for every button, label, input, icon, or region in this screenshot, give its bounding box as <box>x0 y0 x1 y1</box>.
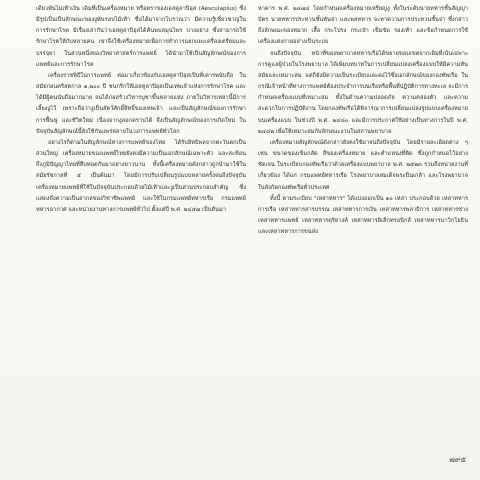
paragraph: เครื่องราชพิธีในการแพทย์ ต่อมาเกี่ยวข้องกับเอสคูลาปิอุสเป็นที่เคารพนับถือ ในสมัยก่อนคริสตกาล ๑,๒๐๐ ปี ชนกรีกให้เอสคูลาปิอุสเป็นเทพเจ้าแห่งการรักษาโรค และได้มีผู้คนนับถือมากมาย จนได้ก่อสร้างวิหารบูชาขึ้นหลายแห่ง ภายในวิหารเหล่านี้มีการเลี้ยงงูไว้ เพราะถือว่างูเป็นสัตว์ศักดิ์สิทธิ์ของเทพเจ้า และเป็นสัญลักษณ์ของการรักษา การฟื้นฟู และชีวิตใหม่ เนื่องจากงูลอกคราบได้ จึงเป็นสัญลักษณ์ของการเกิดใหม่ ในปัจจุบันสัญลักษณ์นี้ยังใช้กันแพร่หลายในวงการแพทย์ทั่วโลก <box>36 72 246 135</box>
paragraph: จนถึงปัจจุบัน หน้าที่ของพยาบาลทหารเรือได้ขยายขอบเขตจากเดิมที่เน้นเฉพาะการดูแลผู้ป่วยในโรงพยาบาล ได้เพิ่มบทบาทในการเปลี่ยนแปลงเครื่องแบบให้มีความทันสมัยและเหมาะสม แต่ก็ยังมีความเป็นระเบียบและคงไว้ซึ่งเอกลักษณ์ของกองทัพเรือ ในกรณีเจ้าหน้าที่ทางการแพทย์ต้องประจำการบนเรือหรือพื้นที่ปฏิบัติการทางทะเล จะมีการกำหนดเครื่องแบบที่เหมาะสม ทั้งในด้านความปลอดภัย ความคล่องตัว และความสะดวกในการปฏิบัติงาน โดยกองทัพเรือได้พิจารณาการเปลี่ยนแปลงรูปแบบเครื่องหมายบนเครื่องแบบ ในช่วงปี พ.ศ. ๒๔๘๐ และมีการประกาศใช้อย่างเป็นทางการในปี พ.ศ. ๒๔๘๒ เพื่อให้เหมาะสมกับลักษณะงานในสถานพยาบาล <box>258 50 468 135</box>
left-text-column <box>36 4 246 216</box>
paragraph: ทั้งนี้ ตามระเบียบ "เหล่าทหาร" ได้แบ่งออกเป็น ๑๐ เหล่า ประกอบด้วย เหล่าทหารการเรือ เหล่าทหารสารบรรณ เหล่าทหารการเงิน เหล่าทหารพลาธิการ เหล่าทหารช่าง เหล่าทหารแพทย์ เหล่าทหารดุริยางค์ เหล่าทหารอิเล็กทรอนิกส์ เหล่าทหารนาวิกโยธิน และเหล่าทหารการขนส่ง <box>258 195 468 236</box>
page-number: ๗๙๕ <box>449 455 466 464</box>
paragraph: เครื่องหมายสัญลักษณ์ดังกล่าวยังคงใช้มาจนถึงปัจจุบัน โดยมีรายละเอียดต่าง ๆ เช่น ขนาดของเข็มกลัด สีของเครื่องหมาย และตำแหน่งที่ติด ซึ่งถูกกำหนดไว้อย่างชัดเจน ในระเบียบกองทัพเรือว่าด้วยเครื่องแบบพยาบาล พ.ศ. ๒๕๒๓ รวมถึงหน่วยงานที่เกี่ยวข้อง ได้แก่ กรมแพทย์ทหารเรือ โรงพยาบาลสมเด็จพระปิ่นเกล้า และโรงพยาบาลในสังกัดกองทัพเรือทั่วประเทศ <box>258 139 468 191</box>
paragraph: เดียวพันไม่เท้าเงิน เดิมที่เป็นเครื่องหมาย หรือตราของเอสคูลาปิอุส (Aesculapius) ซึ่งมีรูปเป็นเป็นลักษณะของงูพันรอบไม้เท้า ชื่อได้มาจากโบราณว่า มีความรู้เชี่ยวชาญในการรักษาโรค มีเรื่องเล่ากันว่าเอสคูลาปิอุสได้ค้นพบสมุนไพร บางอย่าง ซึ่งสามารถใช้รักษาโรคให้กับหลายคน เขาจึงใช้เครื่องหมายเพื่อการทำการแยกแยะเครื่องเตรียมและบรรจุยา ในส่วนหนึ่งของวิทยาศาสตร์การแพทย์ ได้นำมาใช้เป็นสัญลักษณ์ของการแพทย์และการรักษาโรค <box>36 6 246 68</box>
right-text-column <box>258 4 468 238</box>
paragraph: อย่างไรก็ตามในสัญลักษณ์ทางการแพทย์ของไทย ได้รับอิทธิพลจากตะวันตกเป็นส่วนใหญ่ เครื่องหมายของแพทย์ไทยยังคงมีความเป็นเอกลักษณ์เฉพาะตัว และสะท้อนถึงภูมิปัญญาไทยที่สืบทอดกันมาอย่างยาวนาน ทั้งนี้เครื่องหมายดังกล่าวถูกนำมาใช้ในสมัยรัชกาลที่ ๕ เป็นต้นมา โดยมีการปรับเปลี่ยนรูปแบบหลายครั้งจนถึงปัจจุบัน เครื่องหมายแพทย์ที่ใช้ในปัจจุบันประกอบด้วยไม้เท้าและงูเป็นส่วนประกอบสำคัญ ซึ่งแสดงถึงความเป็นสากลของวิชาชีพแพทย์ และใช้ในกรมแพทย์ทหารเรือ กรมแพทย์ทหารอากาศ และหน่วยงานทางการแพทย์ทั่วไป ตั้งแต่ปี พ.ศ. ๒๔๕๗ เป็นต้นมา <box>36 139 246 213</box>
paragraph: หาคาร พ.ศ. ๒๔๗๔ โดยกำหนดเครื่องหมายเหรียญงู ทั้งในระดับนายทหารชั้นสัญญาบัตร นายทหารประทวนชั้นพันจ่า และพลทหาร จะหาความการประทวนชั้นจ่า ซึ่งกล่าวถึงลักษณะของหมวก เสื้อ กระโปรง กระเป๋า เข็มขัด รองเท้า และข้อกำหนดการใช้เครื่องแต่งกายอย่างเป็นระบบ <box>258 6 468 46</box>
